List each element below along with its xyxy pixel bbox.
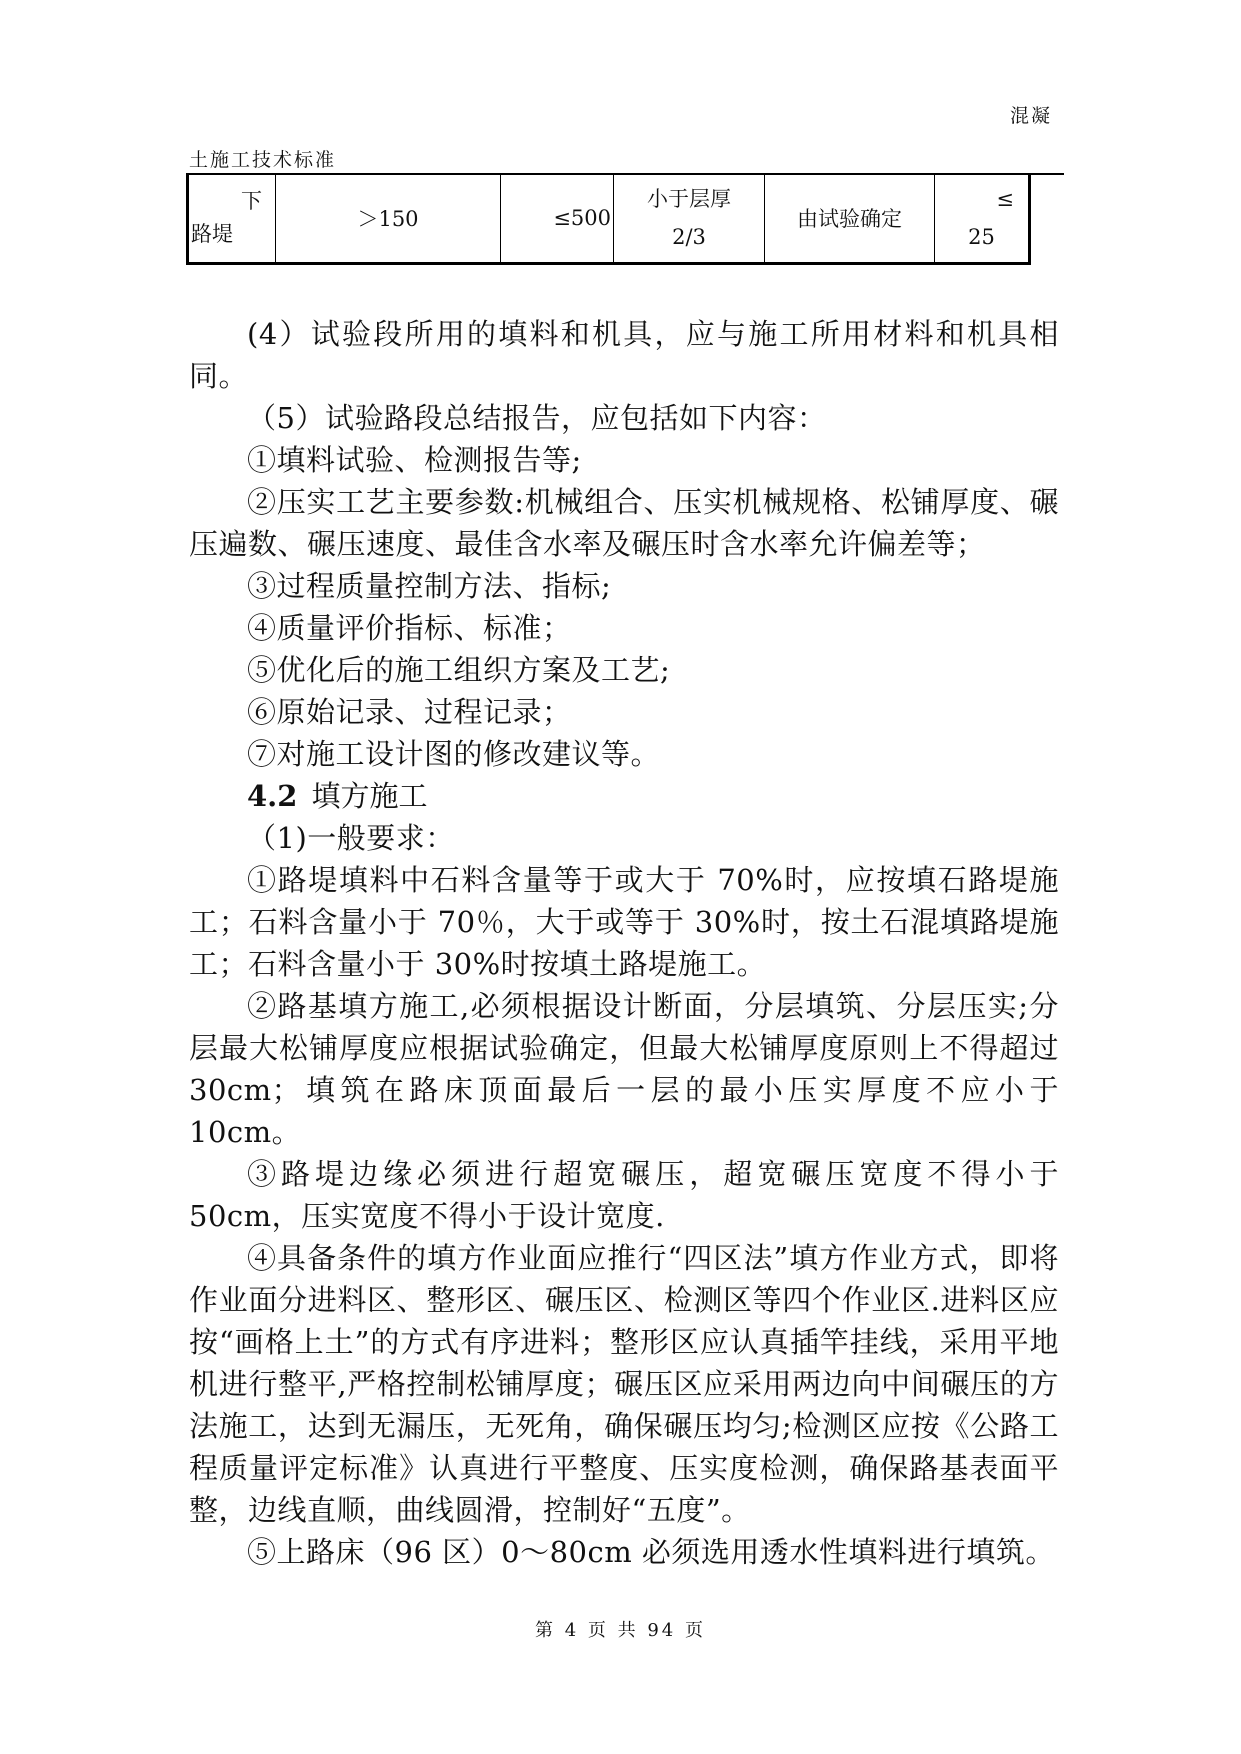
list-item: ③过程质量控制方法、指标; [247,569,612,603]
list-item: ⑥原始记录、过程记录； [247,695,572,729]
body-text [189,313,1059,1573]
table-cell-layer [188,174,276,264]
table-row [188,174,1030,264]
list-item: ①填料试验、检测报告等; [247,443,582,477]
table-cell-method: 由试验确定 [765,174,935,264]
section-number: 4.2 [247,779,298,813]
section-title: 填方施工 [311,779,428,813]
header-left-text: 土施工技术标准 [189,149,337,171]
list-item: ④质量评价指标、标准； [247,611,572,645]
list-item: ④具备条件的填方作业面应推行“四区法”填方作业方式，即将作业面分进料区、整形区、碾压区、检测区等四个作业区.进料区应按“画格上土”的方式有序进料；整形区应认真插竿挂线，采用平地机进行整平,严格控制松铺厚度；碾压区应采用两边向中间碾压的方法施工，达到无漏压，无死角，确保碾压均匀;检测区应按《公路工程质量评定标准》认真进行平整度、压实度检测，确保路基表面平整，边线直顺，曲线圆滑，控制好“五度”。 [189,1241,1059,1527]
table-cell-thickness [614,174,765,264]
table-cell-depth: ＞150 [276,174,501,264]
list-item: ①路堤填料中石料含量等于或大于 70%时，应按填石路堤施工；石料含量小于 70％，大于或等于 30%时，按土石混填路堤施工；石料含量小于 30%时按填土路堤施工。 [189,863,1059,981]
cell-text: 2/3 [672,225,706,249]
table-cell-limit [935,174,1030,264]
spec-table [186,173,1031,265]
cell-text: 下 [241,189,262,213]
cell-text: 路堤 [191,222,233,246]
list-item: ②路基填方施工,必须根据设计断面，分层填筑、分层压实;分层最大松铺厚度应根据试验确定，但最大松铺厚度原则上不得超过 30cm；填筑在路床顶面最后一层的最小压实厚度不应小于 10cm。 [189,989,1059,1149]
list-item: ⑤上路床（96 区）0～80cm 必须选用透水性填料进行填筑。 [247,1535,1055,1569]
section-heading [189,775,1059,817]
page-footer: 第 4 页 共 94 页 [535,1620,706,1641]
cell-text: ≤ [996,187,1014,211]
paragraph: （5）试验路段总结报告，应包括如下内容： [247,401,827,435]
paragraph: (4）试验段所用的填料和机具，应与施工所用材料和机具相同。 [189,317,1059,393]
header-right-text: 混凝 [1010,105,1053,127]
list-item: ⑦对施工设计图的修改建议等。 [247,737,661,771]
paragraph: （1)一般要求： [247,821,455,855]
table-cell-size: ≤500 [501,174,614,264]
cell-text: 25 [968,225,995,249]
list-item: ⑤优化后的施工组织方案及工艺; [247,653,671,687]
list-item: ③路堤边缘必须进行超宽碾压，超宽碾压宽度不得小于 50cm，压实宽度不得小于设计宽度. [189,1157,1059,1233]
cell-text: 小于层厚 [647,187,731,211]
list-item: ②压实工艺主要参数:机械组合、压实机械规格、松铺厚度、碾压遍数、碾压速度、最佳含水率及碾压时含水率允许偏差等； [189,485,1059,561]
